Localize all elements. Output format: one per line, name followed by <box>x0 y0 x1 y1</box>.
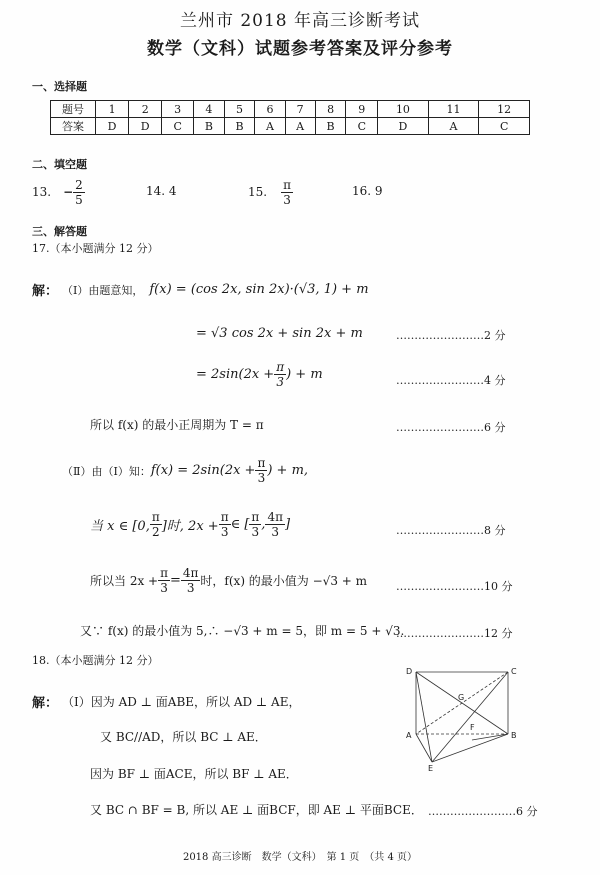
answer-table-answer-row <box>51 118 530 135</box>
answer-table-answer-cell: D <box>378 118 429 135</box>
question-number: 13. <box>32 185 52 199</box>
q17-line2: = √3 cos 2x + sin 2x + m <box>196 326 363 341</box>
q18-header: 18.（本小题满分 12 分） <box>32 654 159 667</box>
answer-table-answer-cell: A <box>428 118 479 135</box>
section-heading-fill: 二、填空题 <box>32 158 87 171</box>
score-marker: ……………………8 分 <box>396 524 506 537</box>
q17-line3: = 2sin(2x + $\frac{\pi}{3}$ ) + m <box>196 360 323 389</box>
answer-table-number-cell: 1 <box>96 101 129 118</box>
answer-table-row-label: 题号 <box>51 101 96 118</box>
q17-line8: 又∵ f(x) 的最小值为 5,∴ −√3 + m = 5，即 m = 5 + √3. <box>80 624 405 638</box>
answer-table-number-cell: 9 <box>346 101 378 118</box>
q17-line6: 当 x ∈ [0, $\frac{\pi}{2}$ ]时, 2x + $\frac{\pi}{3}$ ∈ [ $\frac{\pi}{3}$ , $\frac{4\pi}{3}$ ] <box>90 510 291 539</box>
document-title: 兰州市 2018 年高三诊断考试 <box>179 11 421 31</box>
answer-table-number-cell: 12 <box>479 101 530 118</box>
fraction: $\frac{\pi}{3}$ <box>283 177 291 207</box>
score-marker: ……………………10 分 <box>396 580 513 593</box>
score-marker: ……………………12 分 <box>396 627 513 640</box>
answer-table-answer-cell: C <box>479 118 530 135</box>
answer-table-answer-cell: B <box>224 118 255 135</box>
segment-bf <box>472 734 508 740</box>
score-marker: ……………………6 分 <box>396 421 506 434</box>
answer-table <box>50 100 530 135</box>
answer-table-answer-cell: C <box>162 118 194 135</box>
q17-line5: （Ⅱ）由（Ⅰ）知： f(x) = 2sin(2x + $\frac{\pi}{3}$ ) + m, <box>62 456 309 485</box>
label-c: C <box>511 667 517 676</box>
geometry-figure <box>400 662 530 772</box>
minus-sign: − <box>63 185 74 199</box>
label-b: B <box>511 731 517 740</box>
answer-table-answer-cell: B <box>315 118 346 135</box>
answer-table-number-row <box>51 101 530 118</box>
label-a: A <box>406 731 412 740</box>
solution-label: 解： <box>32 284 59 299</box>
answer-table-answer-cell: A <box>255 118 285 135</box>
q18-line1: 解： （Ⅰ）因为 AD ⊥ 面ABE，所以 AD ⊥ AE， <box>32 695 301 711</box>
question-number: 15. <box>248 185 268 199</box>
fraction: $\frac{2}{5}$ <box>75 177 83 207</box>
answer-table-number-cell: 10 <box>378 101 429 118</box>
label-g: G <box>458 693 465 702</box>
answer-table-row-label: 答案 <box>51 118 96 135</box>
score-marker: ……………………2 分 <box>396 329 506 342</box>
answer-table-answer-cell: D <box>129 118 162 135</box>
answer-table-number-cell: 3 <box>162 101 194 118</box>
answer-14: 14. 4 <box>146 184 177 198</box>
answer-table-number-cell: 11 <box>428 101 479 118</box>
label-f: F <box>470 723 475 732</box>
answer-table-answer-cell: D <box>96 118 129 135</box>
q18-line4: 又 BC ∩ BF = B, 所以 AE ⊥ 面BCF，即 AE ⊥ 平面BCE． <box>90 803 423 817</box>
score-marker: ……………………4 分 <box>396 374 506 387</box>
q17-line4: 所以 f(x) 的最小正周期为 T = π <box>90 418 264 432</box>
q17-line1: 解： （Ⅰ）由题意知， f(x) = (cos 2x, sin 2x)·(√3, 1) + m <box>32 282 369 299</box>
section-heading-solve: 三、解答题 <box>32 225 87 238</box>
document-subtitle: 数学（文科）试题参考答案及评分参考 <box>147 39 453 59</box>
label-d: D <box>406 667 413 676</box>
page-footer: 2018 高三诊断 数学（文科） 第 1 页 （共 4 页） <box>182 852 418 863</box>
label-e: E <box>428 764 434 772</box>
answer-table-number-cell: 4 <box>194 101 225 118</box>
answer-table-answer-cell: B <box>194 118 225 135</box>
score-marker: ……………………6 分 <box>428 805 538 818</box>
q18-line3: 因为 BF ⊥ 面ACE，所以 BF ⊥ AE． <box>90 767 298 781</box>
answer-table-number-cell: 2 <box>129 101 162 118</box>
q18-line2: 又 BC//AD，所以 BC ⊥ AE． <box>100 730 267 744</box>
answer-13 <box>32 177 85 207</box>
q17-line7: 所以当 2x + $\frac{\pi}{3}$ = $\frac{4\pi}{3}$ 时，f(x) 的最小值为 −√3 + m <box>90 566 368 595</box>
answer-15 <box>248 177 293 207</box>
answer-table-number-cell: 7 <box>285 101 315 118</box>
q17-header: 17.（本小题满分 12 分） <box>32 242 159 255</box>
answer-table-answer-cell: C <box>346 118 378 135</box>
answer-16: 16. 9 <box>352 184 383 198</box>
answer-table-number-cell: 6 <box>255 101 285 118</box>
edge-ce <box>432 672 508 762</box>
section-heading-choice: 一、选择题 <box>32 80 87 93</box>
answer-table-number-cell: 8 <box>315 101 346 118</box>
answer-table-answer-cell: A <box>285 118 315 135</box>
answer-table-number-cell: 5 <box>224 101 255 118</box>
